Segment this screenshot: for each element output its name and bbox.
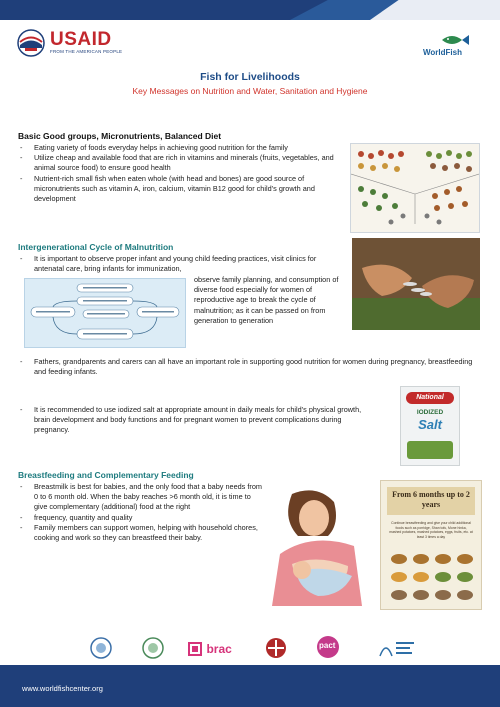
worldfish-logo-text: WorldFish [423,48,462,57]
partner-seal-icon-1 [88,636,114,660]
salt-line1: IODIZED [416,409,444,416]
usaid-tagline: FROM THE AMERICAN PEOPLE [50,49,123,54]
list-item: - Eating variety of foods everyday helps in achieving good nutrition for the family [18,143,340,153]
food-groups-image [350,143,480,233]
partner-emblem-icon [264,636,288,660]
brac-mark-icon [188,641,202,657]
breastfeeding-illustration [262,484,374,606]
salt-brand: National [406,392,454,404]
list-item: - It is recommended to use iodized salt at appropriate amount in daily meals for child’s physical growth, brain development and body functions and for pregnant women to prevent complications during pregnancy. [18,405,378,436]
cycle-item-continued: observe family planning, and consumption of diverse food especially for women of reproductive age to break the cycle of malnutrition; as it can be passed on from generation to generation [194,275,339,325]
iodized-salt-pack [400,386,460,466]
list-item: - It is important to observe proper infant and young child feeding practices, visit clinics for antenatal care, bring infants for immunization, [18,254,348,274]
list-item: - Utilize cheap and available food that are rich in vitamins and minerals (fruits, vegetables, and animal source food) to ensure good health [18,153,340,173]
feeding-card-foods-graphic [387,549,475,603]
salt-line2: Salt [418,417,442,432]
feeding-card-body: Continue breastfeeding and give your child additional foods such as porridge, Shan tofu, Mone hinka, mashed potatoes, mashed potatoes, eggs, fruits, etc. at least 3 times a day [389,521,473,539]
list-item: - Breastmilk is best for babies, and the only food that a baby needs from 0 to 6 month old. When the baby reaches >6 month old, it is time to give complementary (additional) food at the right [18,482,266,513]
pact-logo-text: pact [319,641,336,650]
partner-seal-icon-2 [140,636,166,660]
basic-list [18,143,340,204]
cycle-list-fathers [18,357,478,377]
partner-logo-icon-last [378,636,418,660]
page-title: Fish for Livelihoods [200,71,300,83]
complementary-feeding-card [380,480,482,610]
section-heading-breastfeeding: Breastfeeding and Complementary Feeding [18,470,194,480]
usaid-logo-text: USAID [50,29,112,50]
hands-with-fish-photo [352,238,480,330]
list-item: - Family members can support women, helping with household chores, cooking and work so they can breastfeed their baby. [18,523,266,543]
usaid-seal-icon [16,28,48,58]
footer-url: www.worldfishcenter.org [22,684,103,693]
feeding-card-heading: From 6 months up to 2 years [392,490,470,509]
breastfeeding-list [18,482,266,543]
salt-pack-food-graphic [407,441,453,459]
malnutrition-cycle-diagram [24,278,186,348]
brac-logo [188,640,232,658]
worldfish-fish-icon [440,32,470,48]
section-heading-basic: Basic Good groups, Micronutrients, Balanced Diet [18,131,222,141]
section-heading-cycle: Intergenerational Cycle of Malnutrition [18,242,174,252]
list-item: - Fathers, grandparents and carers can all have an important role in supporting good nutrition for women during pregnancy, breastfeeding and feeding infants. [18,357,478,377]
cycle-list-salt [18,405,378,436]
pact-logo [316,634,356,660]
list-item: - frequency, quantity and quality [18,513,266,523]
brac-logo-text: brac [206,641,232,656]
page-subtitle: Key Messages on Nutrition and Water, Sanitation and Hygiene [132,86,368,96]
cycle-list-top [18,254,348,274]
list-item: - Nutrient-rich small fish when eaten whole (with head and bones) are good source of micronutrients such as vitamin A, iron, calcium, vitamin B12 good for child’s growth and development [18,174,340,205]
